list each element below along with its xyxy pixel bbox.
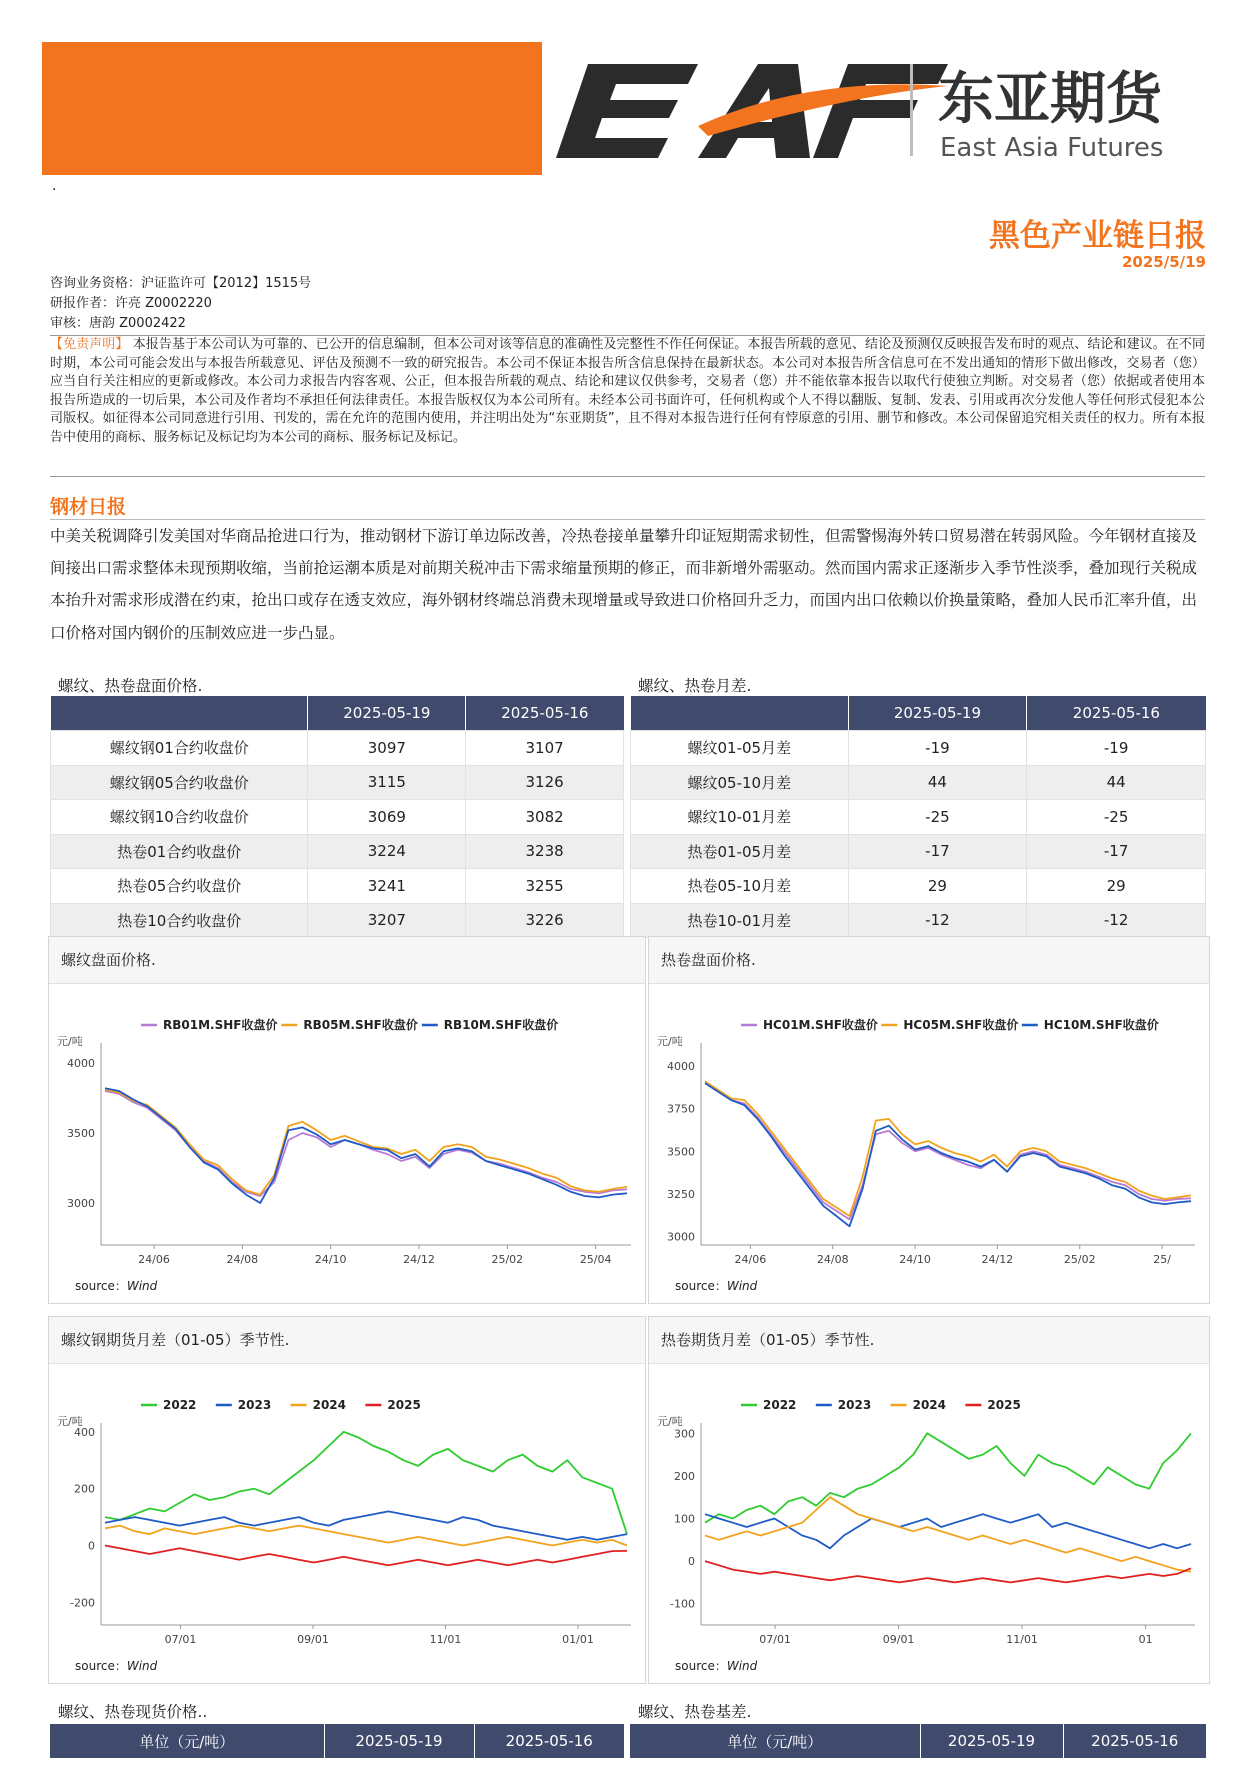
report-title: 黑色产业链日报 bbox=[989, 218, 1206, 254]
report-meta bbox=[50, 274, 311, 334]
prices-table-cell: 3107 bbox=[466, 731, 624, 766]
x-tick-label: 24/08 bbox=[226, 1253, 259, 1266]
spreads-table-row bbox=[631, 731, 1206, 766]
dot-mark: . bbox=[52, 178, 57, 194]
legend-label: HC01M.SHF收盘价 bbox=[763, 1018, 878, 1032]
y-axis-label: 元/吨 bbox=[657, 1035, 683, 1048]
spot-table bbox=[50, 1724, 624, 1758]
y-axis-label: 元/吨 bbox=[57, 1415, 83, 1428]
spreads-table-cell: -17 bbox=[848, 834, 1027, 869]
disclaimer-tag: 【免责声明】 bbox=[50, 337, 129, 352]
x-tick-label: 25/04 bbox=[579, 1253, 612, 1266]
series-line-2022 bbox=[705, 1433, 1191, 1522]
logo-name-cn: 东亚期货 bbox=[938, 67, 1162, 132]
y-tick-label: 3500 bbox=[67, 1127, 95, 1140]
section-body: 中美关税调降引发美国对华商品抢进口行为，推动钢材下游订单边际改善，冷热卷接单量攀升印证短期需求韧性，但需警惕海外转口贸易潜在转弱风险。今年钢材直接及间接出口需求整体未现预期收缩，当前抢运潮本质是对前期关税冲击下需求缩量预期的修正，而非新增外需驱动。然而国内需求正逐渐步入季节性淡季，叠加现行关税成本抬升对需求形成潜在约束，抢出口或存在透支效应，海外钢材终端总消费未现增量或导致进口价格回升乏力，而国内出口依赖以价换量策略，叠加人民币汇率升值，出口价格对国内钢价的压制效应进一步凸显。 bbox=[50, 527, 1198, 642]
prices-table-cell: 螺纹钢05合约收盘价 bbox=[51, 765, 308, 800]
spreads-table-cell: 44 bbox=[848, 765, 1027, 800]
x-tick-label: 11/01 bbox=[429, 1633, 462, 1646]
spreads-table-cell: 热卷05-10月差 bbox=[631, 869, 849, 904]
y-tick-label: 3000 bbox=[67, 1197, 95, 1210]
legend-label: RB01M.SHF收盘价 bbox=[163, 1018, 278, 1032]
legend-label: HC05M.SHF收盘价 bbox=[903, 1018, 1019, 1032]
eaf-logo-mark bbox=[556, 64, 948, 158]
prices-table-cell: 螺纹钢10合约收盘价 bbox=[51, 800, 308, 835]
source-label: source： bbox=[675, 1659, 727, 1673]
chart-source bbox=[675, 1277, 757, 1294]
section-title: 钢材日报 bbox=[50, 496, 127, 518]
y-tick-label: 100 bbox=[674, 1512, 695, 1526]
x-tick-label: 24/06 bbox=[138, 1253, 170, 1266]
spreads-table-row bbox=[631, 765, 1206, 800]
prices-table-row bbox=[51, 834, 624, 869]
spreads-table-cell: 29 bbox=[848, 869, 1027, 904]
report-date: 2025/5/19 bbox=[1121, 253, 1206, 271]
series-line-2024 bbox=[705, 1497, 1191, 1572]
chart-title: 热卷盘面价格. bbox=[661, 951, 756, 969]
x-tick-label: 25/02 bbox=[1063, 1253, 1096, 1266]
chart-card-rebar-spread bbox=[48, 1316, 646, 1684]
spreads-table-row bbox=[631, 903, 1206, 938]
spot-header-date1: 2025-05-19 bbox=[324, 1724, 474, 1758]
spreads-table-cell: 螺纹10-01月差 bbox=[631, 800, 849, 835]
x-tick-label: 09/01 bbox=[297, 1633, 329, 1646]
legend-label: 2022 bbox=[763, 1398, 797, 1412]
chart-title: 螺纹钢期货月差（01-05）季节性. bbox=[61, 1331, 290, 1349]
prices-table-cell: 热卷01合约收盘价 bbox=[51, 834, 308, 869]
prices-table-cell: 3082 bbox=[466, 800, 624, 835]
y-axis-label: 元/吨 bbox=[57, 1035, 83, 1048]
x-tick-label: 07/01 bbox=[164, 1633, 197, 1646]
y-tick-label: -100 bbox=[670, 1597, 695, 1611]
source-name: Wind bbox=[126, 1659, 158, 1673]
prices-table-cell: 螺纹钢01合约收盘价 bbox=[51, 731, 308, 766]
spreads-table-row bbox=[631, 834, 1206, 869]
basis-header-unit: 单位（元/吨） bbox=[630, 1724, 920, 1758]
y-tick-label: 0 bbox=[688, 1555, 695, 1569]
hc-spread-chart bbox=[649, 1363, 1209, 1663]
y-tick-label: 3750 bbox=[667, 1102, 695, 1116]
prices-table-cell: 3126 bbox=[466, 765, 624, 800]
chart-title: 螺纹盘面价格. bbox=[61, 951, 156, 969]
spreads-header-date1: 2025-05-19 bbox=[848, 696, 1027, 731]
prices-table-cell: 热卷10合约收盘价 bbox=[51, 903, 308, 938]
series-line-HC05M.SHF收盘价 bbox=[705, 1081, 1191, 1216]
prices-table-cell: 3097 bbox=[308, 731, 466, 766]
prices-table-cell: 3069 bbox=[308, 800, 466, 835]
basis-table bbox=[630, 1724, 1206, 1758]
legend-label: RB10M.SHF收盘价 bbox=[443, 1018, 559, 1032]
chart-card-hc-spread bbox=[648, 1316, 1210, 1684]
y-tick-label: -200 bbox=[70, 1596, 95, 1610]
prices-table-row bbox=[51, 869, 624, 904]
divider-bottom bbox=[50, 476, 1205, 477]
basis-header-date2: 2025-05-16 bbox=[1063, 1724, 1206, 1758]
chart-card-rebar-price bbox=[48, 936, 646, 1304]
x-tick-label: 11/01 bbox=[1006, 1633, 1038, 1646]
spreads-table-cell: -25 bbox=[1027, 800, 1206, 835]
author-line: 研报作者：许亮 Z0002220 bbox=[50, 296, 212, 311]
disclaimer bbox=[50, 336, 1205, 448]
prices-header-date2: 2025-05-16 bbox=[466, 696, 624, 731]
y-tick-label: 200 bbox=[74, 1482, 95, 1496]
x-tick-label: 25/ bbox=[1153, 1253, 1171, 1266]
series-line-HC10M.SHF收盘价 bbox=[705, 1083, 1191, 1226]
spreads-header-date2: 2025-05-16 bbox=[1027, 696, 1206, 731]
x-tick-label: 01/01 bbox=[562, 1633, 594, 1646]
y-tick-label: 3500 bbox=[667, 1145, 695, 1159]
spreads-table bbox=[630, 696, 1206, 938]
spreads-table-cell: -17 bbox=[1027, 834, 1206, 869]
legend-label: 2023 bbox=[237, 1398, 272, 1412]
y-tick-label: 3250 bbox=[667, 1187, 695, 1201]
legend-label: 2024 bbox=[912, 1398, 947, 1412]
x-tick-label: 24/10 bbox=[899, 1253, 931, 1266]
spreads-header-blank bbox=[631, 696, 849, 731]
qualification-line: 咨询业务资格：沪证监许可【2012】1515号 bbox=[50, 276, 312, 291]
rebar-price-chart bbox=[49, 983, 645, 1283]
x-tick-label: 07/01 bbox=[759, 1633, 791, 1646]
source-name: Wind bbox=[726, 1279, 758, 1293]
prices-table-cell: 3255 bbox=[466, 869, 624, 904]
legend-label: 2025 bbox=[387, 1398, 421, 1412]
chart-title: 热卷期货月差（01-05）季节性. bbox=[661, 1331, 875, 1349]
y-axis-label: 元/吨 bbox=[657, 1415, 683, 1428]
spot-header-date2: 2025-05-16 bbox=[474, 1724, 624, 1758]
series-line-2025 bbox=[105, 1546, 627, 1566]
x-tick-label: 01 bbox=[1138, 1633, 1153, 1646]
prices-table-row bbox=[51, 731, 624, 766]
x-tick-label: 24/10 bbox=[314, 1253, 347, 1266]
y-tick-label: 200 bbox=[674, 1469, 695, 1483]
x-tick-label: 09/01 bbox=[882, 1633, 915, 1646]
spreads-table-cell: -19 bbox=[1027, 731, 1206, 766]
spreads-table-cell: 螺纹01-05月差 bbox=[631, 731, 849, 766]
prices-table-cell: 3241 bbox=[308, 869, 466, 904]
spreads-table-row bbox=[631, 800, 1206, 835]
spreads-table-cell: 热卷10-01月差 bbox=[631, 903, 849, 938]
x-tick-label: 24/06 bbox=[734, 1253, 767, 1266]
x-tick-label: 24/08 bbox=[816, 1253, 849, 1266]
prices-table-row bbox=[51, 903, 624, 938]
spot-table-caption: 螺纹、热卷现货价格.. bbox=[58, 1703, 208, 1721]
chart-source bbox=[75, 1277, 157, 1294]
spreads-table-row bbox=[631, 869, 1206, 904]
legend-label: 2024 bbox=[312, 1398, 347, 1412]
disclaimer-text: 本报告基于本公司认为可靠的、已公开的信息编制，但本公司对该等信息的准确性及完整性不作任何保证。本报告所载的意见、结论及预测仅反映报告发布时的观点、结论和建议。在不同时期，本公司可能会发出与本报告所载意见、评估及预测不一致的研究报告。本公司不保证本报告所含信息保持在最新状态。本公司对本报告所含信息可在不发出通知的情形下做出修改，交易者（您）应当自行关注相应的更新或修改。本公司力求报告内容客观、公正，但本报告所载的观点、结论和建议仅供参考，交易者（您）并不能依靠本报告以取代行使独立判断。对交易者（您）依据或者使用本报告所造成的一切后果，本公司及作者均不承担任何法律责任。本报告版权仅为本公司所有。未经本公司书面许可，任何机构或个人不得以翻版、复制、发表、引用或再次分发他人等任何形式侵犯本公司版权。如征得本公司同意进行引用、刊发的，需在允许的范围内使用，并注明出处为“东亚期货”，且不得对本报告进行任何有悖原意的引用、删节和修改。本公司保留追究相关责任的权力。所有本报告中使用的商标、服务标记及标记均为本公司的商标、服务标记及标记。 bbox=[50, 337, 1205, 445]
series-line-2025 bbox=[705, 1561, 1191, 1582]
prices-table-cell: 3115 bbox=[308, 765, 466, 800]
source-label: source： bbox=[75, 1279, 127, 1293]
source-name: Wind bbox=[126, 1279, 158, 1293]
prices-header-blank bbox=[51, 696, 308, 731]
chart-source bbox=[675, 1657, 757, 1674]
spreads-table-cell: 螺纹05-10月差 bbox=[631, 765, 849, 800]
y-tick-label: 4000 bbox=[667, 1060, 695, 1074]
legend-label: 2022 bbox=[163, 1398, 197, 1412]
prices-table-cell: 热卷05合约收盘价 bbox=[51, 869, 308, 904]
prices-table bbox=[50, 696, 624, 938]
spreads-table-caption: 螺纹、热卷月差. bbox=[638, 677, 752, 695]
series-line-RB10M.SHF收盘价 bbox=[105, 1088, 627, 1203]
prices-table-cell: 3224 bbox=[308, 834, 466, 869]
y-tick-label: 3000 bbox=[667, 1230, 695, 1244]
y-tick-label: 300 bbox=[674, 1427, 695, 1441]
source-label: source： bbox=[675, 1279, 727, 1293]
hc-price-chart bbox=[649, 983, 1209, 1283]
legend-label: RB05M.SHF收盘价 bbox=[303, 1018, 418, 1032]
logo-name-en: East Asia Futures bbox=[940, 133, 1164, 163]
reviewer-line: 审核：唐韵 Z0002422 bbox=[50, 316, 186, 331]
source-name: Wind bbox=[726, 1659, 758, 1673]
y-tick-label: 400 bbox=[74, 1425, 95, 1439]
series-line-2023 bbox=[705, 1514, 1191, 1548]
company-logo bbox=[548, 56, 1208, 166]
prices-table-caption: 螺纹、热卷盘面价格. bbox=[58, 677, 203, 695]
x-tick-label: 24/12 bbox=[981, 1253, 1014, 1266]
spot-header-unit: 单位（元/吨） bbox=[50, 1724, 324, 1758]
chart-source bbox=[75, 1657, 157, 1674]
spreads-table-cell: -12 bbox=[848, 903, 1027, 938]
x-tick-label: 24/12 bbox=[403, 1253, 435, 1266]
prices-table-cell: 3238 bbox=[466, 834, 624, 869]
spreads-table-cell: 热卷01-05月差 bbox=[631, 834, 849, 869]
prices-table-row bbox=[51, 765, 624, 800]
spreads-table-cell: -19 bbox=[848, 731, 1027, 766]
prices-table-cell: 3207 bbox=[308, 903, 466, 938]
spreads-table-cell: 29 bbox=[1027, 869, 1206, 904]
legend-label: HC10M.SHF收盘价 bbox=[1043, 1018, 1159, 1032]
header-orange-block bbox=[42, 42, 542, 175]
series-line-2023 bbox=[105, 1511, 627, 1539]
prices-table-row bbox=[51, 800, 624, 835]
legend-label: 2025 bbox=[987, 1398, 1021, 1412]
basis-table-caption: 螺纹、热卷基差. bbox=[638, 1703, 752, 1721]
prices-table-cell: 3226 bbox=[466, 903, 624, 938]
source-label: source： bbox=[75, 1659, 127, 1673]
spreads-table-cell: -25 bbox=[848, 800, 1027, 835]
prices-header-date1: 2025-05-19 bbox=[308, 696, 466, 731]
chart-card-hc-price bbox=[648, 936, 1210, 1304]
y-tick-label: 4000 bbox=[67, 1057, 95, 1070]
legend-label: 2023 bbox=[837, 1398, 872, 1412]
rebar-spread-chart bbox=[49, 1363, 645, 1663]
series-line-2022 bbox=[105, 1432, 627, 1534]
spreads-table-cell: -12 bbox=[1027, 903, 1206, 938]
x-tick-label: 25/02 bbox=[491, 1253, 524, 1266]
spreads-table-cell: 44 bbox=[1027, 765, 1206, 800]
y-tick-label: 0 bbox=[88, 1539, 95, 1553]
basis-header-date1: 2025-05-19 bbox=[920, 1724, 1063, 1758]
